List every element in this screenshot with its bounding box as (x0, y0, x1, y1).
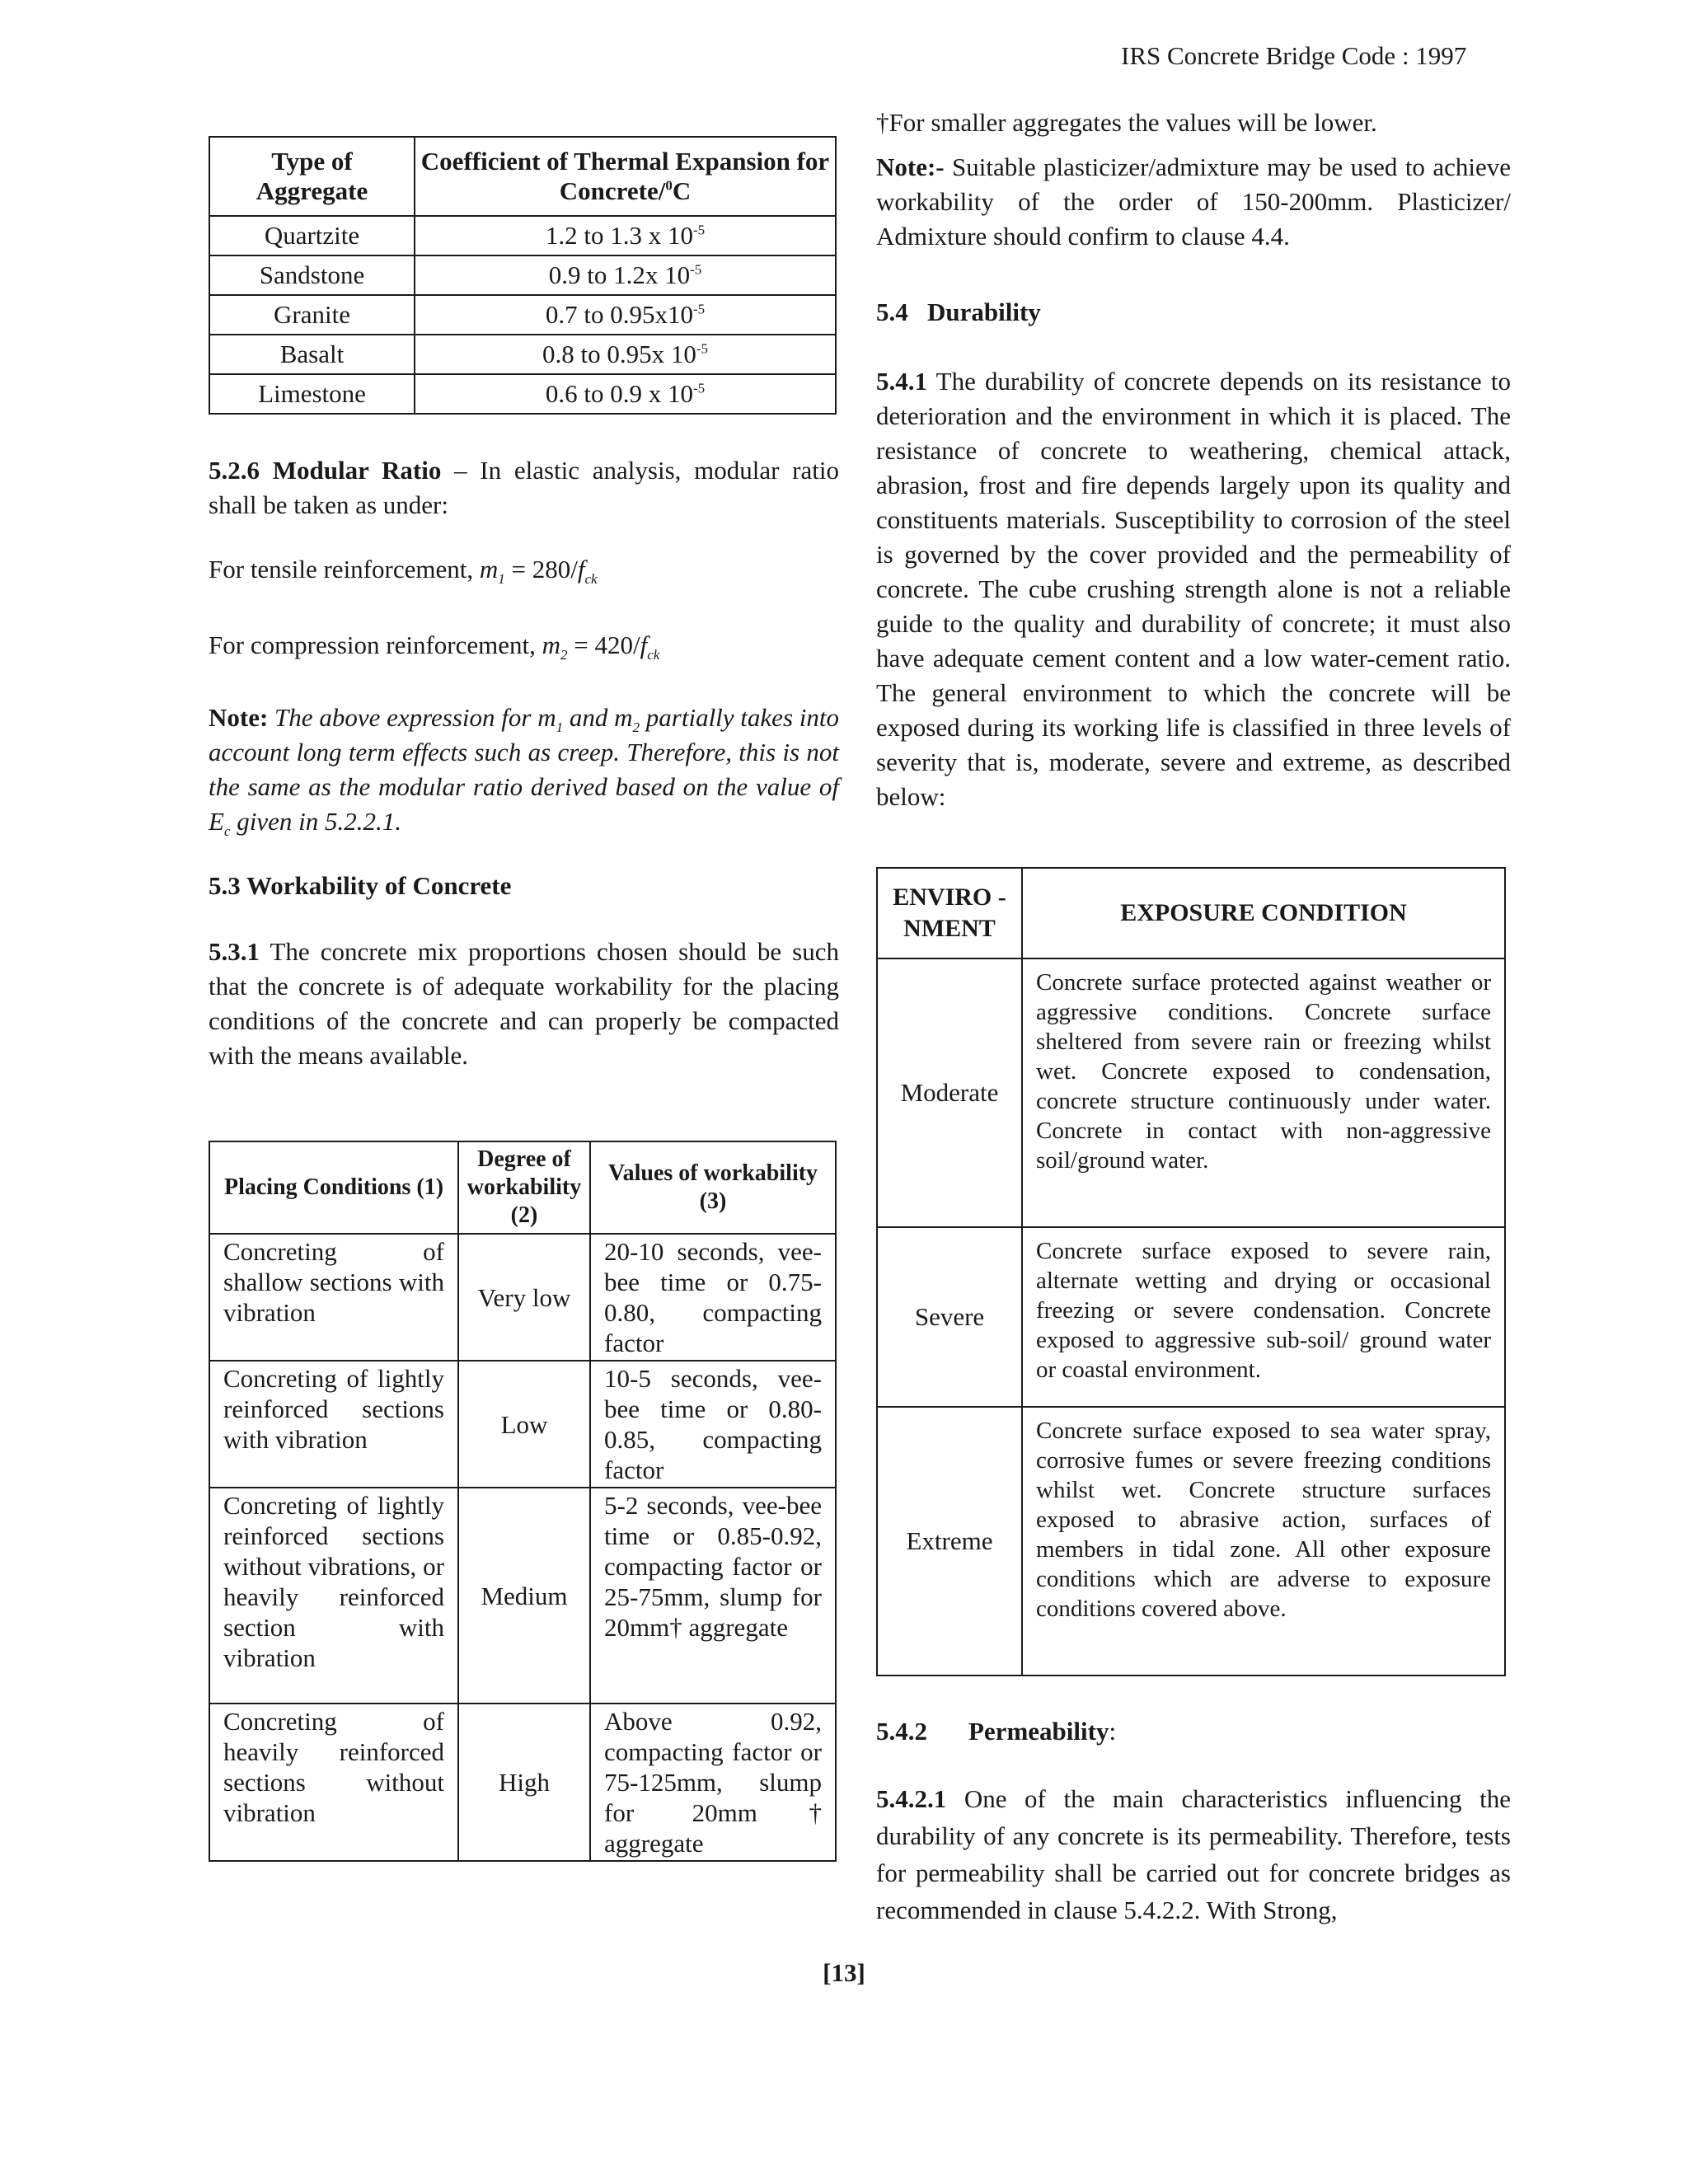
table-cell: High (458, 1704, 590, 1861)
compression-formula: For compression reinforcement, $m_2 = 420/f_{ck}$ (209, 630, 660, 663)
table-cell: 5-2 seconds, vee-bee time or 0.85-0.92, compacting factor or 25-75mm, slump for 20mm† aggregate (590, 1488, 836, 1704)
durability-heading: 5.4 Durability (876, 298, 1041, 326)
table-cell: Concrete surface protected against weather or aggressive conditions. Concrete surface sheltered from severe rain or freezing whilst wet. Concrete exposed to condensation, concrete structure continuously under water. Concrete in contact with non-aggressive soil/ground water. (1022, 958, 1505, 1227)
table-cell: 10-5 seconds, vee-bee time or 0.80-0.85, compacting factor (590, 1361, 836, 1488)
durability-paragraph: 5.4.1 The durability of concrete depends on its resistance to deterioration and the environment in which it is placed. The resistance of concrete to weathering, chemical attack, abrasion, frost and fire depends largely upon its quality and constituents materials. Susceptibility to corrosion of the steel is governed by the cover provided and the permeability of concrete. The cube crushing strength alone is not a reliable guide to the quality and durability of concrete; it must also have adequate cement content and a low water-cement ratio. The general environment to which the concrete will be exposed during its working life is classified in three levels of severity that is, moderate, severe and extreme, as described below: (876, 367, 1511, 811)
table-cell: Concreting of lightly reinforced sections without vibrations, or heavily reinforced section with vibration (209, 1488, 458, 1704)
plasticizer-note: Note:- Suitable plasticizer/admixture may be used to achieve workability of the order of 150-200mm. Plasticizer/ Admixture should confirm to clause 4.4. (876, 152, 1511, 251)
thermal-expansion-table (209, 136, 837, 415)
table-cell: Concreting of heavily reinforced sections without vibration (209, 1704, 458, 1861)
table-cell: Severe (877, 1227, 1022, 1407)
table-cell: Medium (458, 1488, 590, 1704)
table-row (209, 1361, 836, 1488)
dagger-note: †For smaller aggregates the values will be lower. (876, 108, 1377, 137)
modular-ratio-paragraph: 5.2.6 Modular Ratio – In elastic analysis, modular ratio shall be taken as under: (209, 456, 839, 519)
table-cell: Quartzite (209, 216, 415, 255)
table-row (209, 295, 836, 335)
table-row (209, 335, 836, 374)
table-header: Values of workability (3) (590, 1141, 836, 1234)
running-header: IRS Concrete Bridge Code : 1997 (1121, 41, 1467, 70)
table-cell: 0.8 to 0.95x $10^{-5}$ (415, 335, 836, 374)
table-header: Coefficient of Thermal Expansion for Concrete/$^0$C (415, 137, 836, 216)
table-cell: Basalt (209, 335, 415, 374)
tensile-formula: For tensile reinforcement, $m_1 = 280/f_{ck}$ (209, 555, 598, 588)
table-cell: 1.2 to 1.3 x $10^{-5}$ (415, 216, 836, 255)
table-row (877, 1227, 1505, 1407)
table-row (209, 374, 836, 414)
permeability-heading: 5.4.2 Permeability: (876, 1717, 1117, 1746)
permeability-paragraph: 5.4.2.1 One of the main characteristics influencing the durability of any concrete is its permeability. Therefore, tests for permeability shall be carried out for concrete bridges as recommended in clause 5.4.2.2. With Strong, (876, 1784, 1511, 1924)
table-cell: Concreting of shallow sections with vibration (209, 1234, 458, 1361)
table-cell: 0.7 to $0.95x10^{-5}$ (415, 295, 836, 335)
modular-note: Note: The above expression for $m_1$ and $m_2$ partially takes into account long term effects such as creep. Therefore, this is not the same as the modular ratio derived based on the value of $E_c$ given in 5.2.2.1. (209, 703, 839, 840)
workability-paragraph: 5.3.1 The concrete mix proportions chosen should be such that the concrete is of adequate workability for the placing conditions of the concrete and can properly be compacted with the means available. (209, 937, 839, 1070)
exposure-table (876, 867, 1506, 1676)
table-cell: Concrete surface exposed to sea water spray, corrosive fumes or severe freezing conditions whilst wet. Concrete structure surfaces exposed to abrasive action, surfaces of members in tidal zone. All other exposure conditions which are adverse to exposure conditions covered above. (1022, 1407, 1505, 1675)
table-row (209, 1704, 836, 1861)
table-row (209, 1488, 836, 1704)
table-header: Degree of workability (2) (458, 1141, 590, 1234)
table-row (877, 958, 1505, 1227)
table-cell: Concreting of lightly reinforced sections with vibration (209, 1361, 458, 1488)
table-header: Placing Conditions (1) (209, 1141, 458, 1234)
table-row (209, 216, 836, 255)
table-cell: Granite (209, 295, 415, 335)
workability-heading: 5.3 Workability of Concrete (209, 871, 512, 900)
table-row (209, 255, 836, 295)
table-header: ENVIRO -NMENT (877, 868, 1022, 958)
table-cell: 0.9 to 1.2x $10^{-5}$ (415, 255, 836, 295)
table-cell: Above 0.92, compacting factor or 75-125mm, slump for 20mm† aggregate (590, 1704, 836, 1861)
table-cell: Moderate (877, 958, 1022, 1227)
table-cell: 0.6 to 0.9 x $10^{-5}$ (415, 374, 836, 414)
table-cell: Low (458, 1361, 590, 1488)
table-cell: Extreme (877, 1407, 1022, 1675)
workability-table (209, 1141, 837, 1862)
table-cell: Very low (458, 1234, 590, 1361)
table-cell: 20-10 seconds, vee-bee time or 0.75-0.80, compacting factor (590, 1234, 836, 1361)
table-cell: Limestone (209, 374, 415, 414)
table-cell: Sandstone (209, 255, 415, 295)
table-row (877, 1407, 1505, 1675)
table-header: Type of Aggregate (209, 137, 415, 216)
table-cell: Concrete surface exposed to severe rain, alternate wetting and drying or occasional freezing or severe condensation. Concrete exposed to aggressive sub-soil/ ground water or coastal environment. (1022, 1227, 1505, 1407)
table-header: EXPOSURE CONDITION (1022, 868, 1505, 958)
table-row (209, 1234, 836, 1361)
page-number: [13] (823, 1958, 865, 1987)
